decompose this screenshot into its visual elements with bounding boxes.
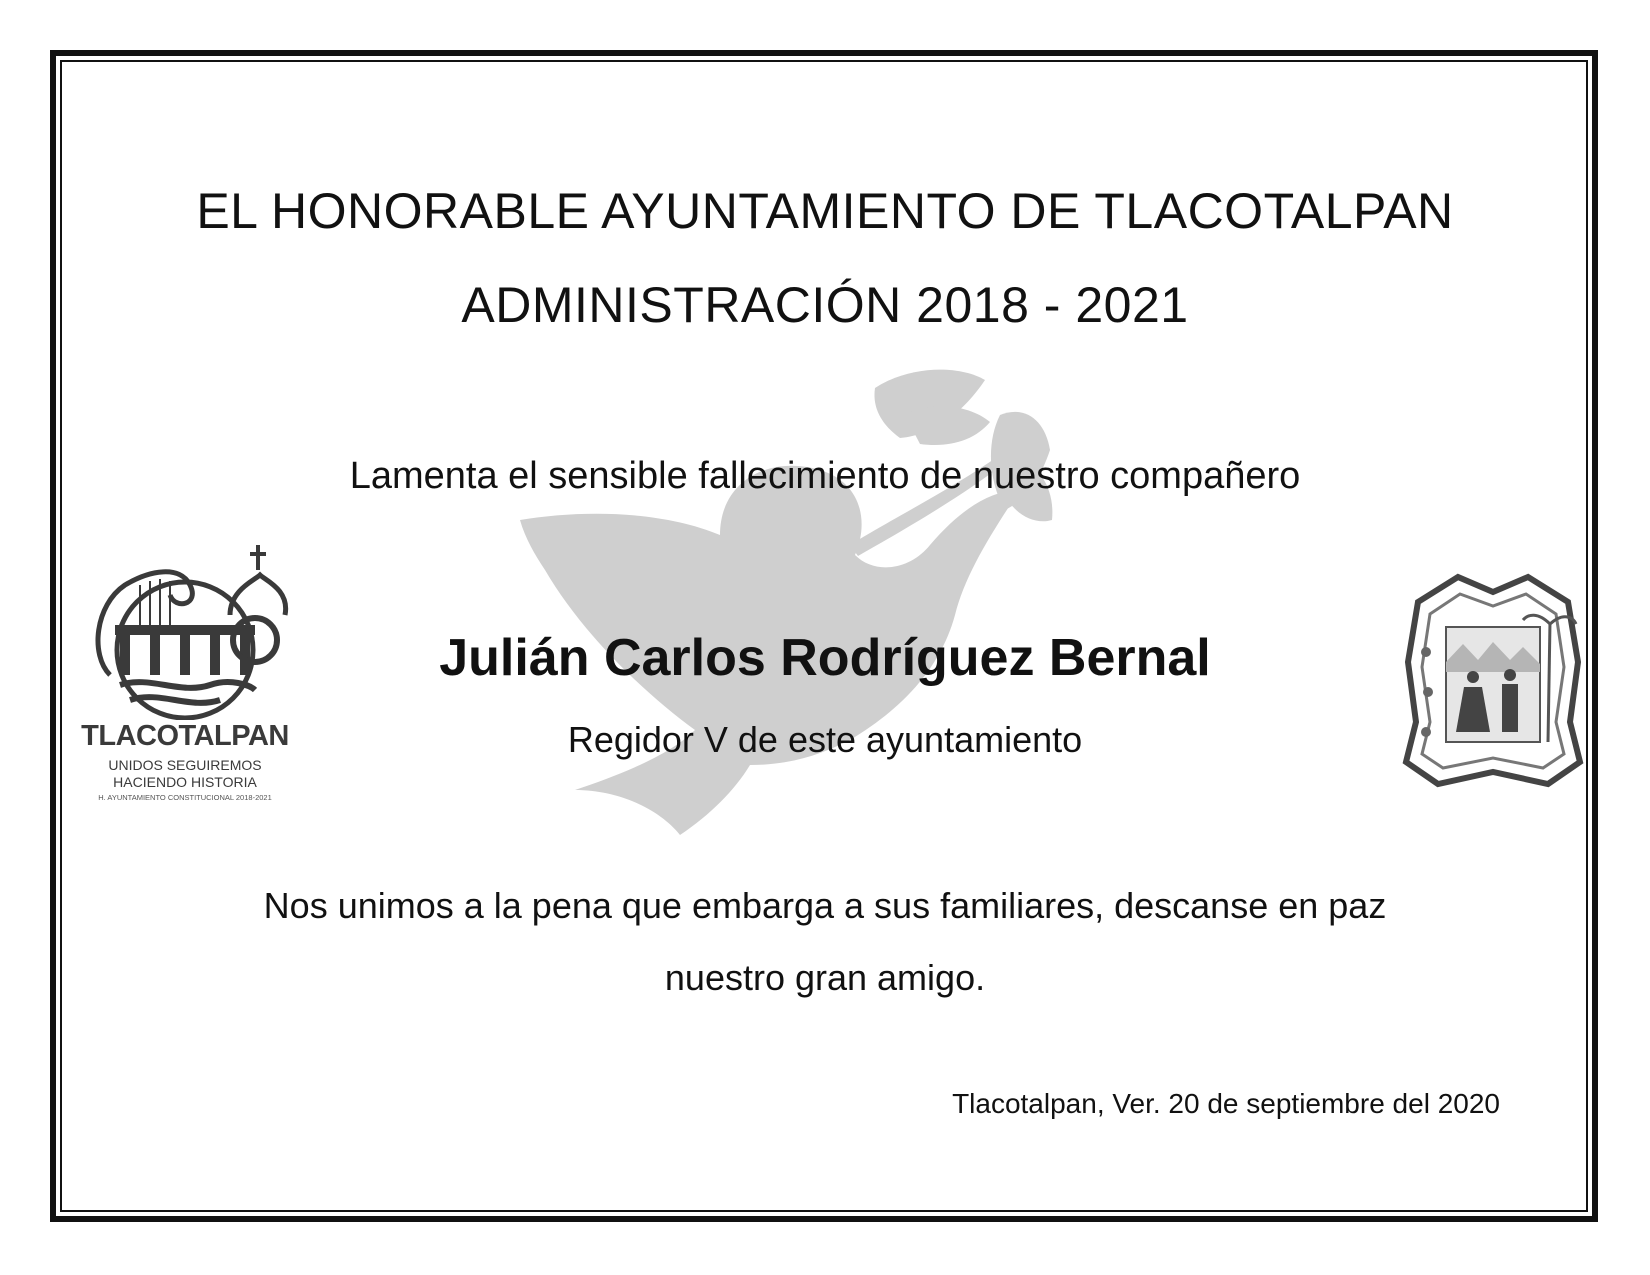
logo-admin-note: H. AYUNTAMIENTO CONSTITUCIONAL 2018-2021 — [98, 793, 272, 802]
header-line-2: ADMINISTRACIÓN 2018 - 2021 — [461, 277, 1189, 333]
logo-motto-line-1: UNIDOS SEGUIREMOS — [108, 757, 262, 773]
deceased-name: Julián Carlos Rodríguez Bernal — [439, 629, 1211, 687]
condolence-line-2: nuestro gran amigo. — [664, 957, 986, 998]
header-line-1: EL HONORABLE AYUNTAMIENTO DE TLACOTALPAN — [196, 183, 1454, 239]
intro-text: Lamenta el sensible fallecimiento de nuestro compañero — [349, 455, 1301, 497]
coat-of-arms-icon — [1398, 572, 1588, 792]
dove-with-olive-branch-icon — [520, 360, 1140, 880]
municipal-logo — [80, 545, 300, 805]
tlacotalpan-logo-icon — [80, 545, 290, 720]
logo-brand-text: TLACOTALPAN — [81, 720, 289, 752]
logo-motto-line-2: HACIENDO HISTORIA — [113, 774, 257, 790]
deceased-role: Regidor V de este ayuntamiento — [567, 719, 1083, 760]
place-and-date: Tlacotalpan, Ver. 20 de septiembre del 2020 — [952, 1088, 1500, 1119]
condolence-line-1: Nos unimos a la pena que embarga a sus familiares, descanse en paz — [263, 885, 1387, 926]
